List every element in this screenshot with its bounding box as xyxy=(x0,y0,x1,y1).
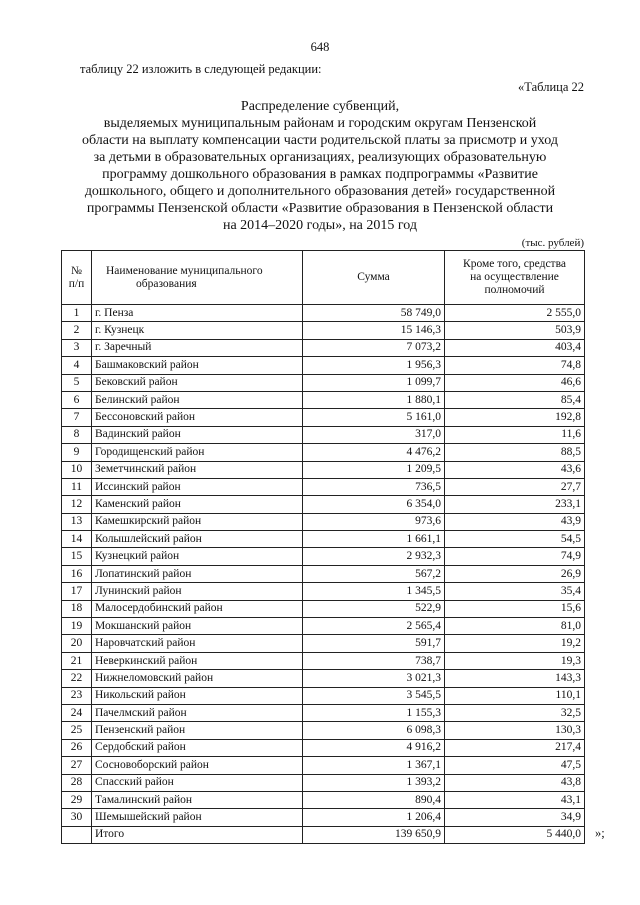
row-extra: 32,5 xyxy=(445,704,585,721)
row-sum: 2 565,4 xyxy=(303,618,445,635)
table-row xyxy=(62,791,585,808)
row-number: 24 xyxy=(62,704,92,721)
row-number: 19 xyxy=(62,618,92,635)
row-extra: 233,1 xyxy=(445,496,585,513)
table-row xyxy=(62,322,585,339)
row-number: 10 xyxy=(62,461,92,478)
row-sum: 1 880,1 xyxy=(303,391,445,408)
row-number: 30 xyxy=(62,809,92,826)
header-number-line: № xyxy=(71,264,82,277)
row-number: 12 xyxy=(62,496,92,513)
row-name: Вадинский район xyxy=(92,426,303,443)
row-sum: 2 932,3 xyxy=(303,548,445,565)
table-row xyxy=(62,739,585,756)
header-extra-line: на осуществление xyxy=(470,271,559,283)
table-row xyxy=(62,618,585,635)
title-line: программу дошкольного образования в рамках подпрограммы «Развитие xyxy=(102,167,538,182)
row-number: 8 xyxy=(62,426,92,443)
total-extra: 5 440,0 xyxy=(445,826,585,843)
row-extra: 11,6 xyxy=(445,426,585,443)
row-sum: 522,9 xyxy=(303,600,445,617)
table-row xyxy=(62,444,585,461)
row-name: Шемышейский район xyxy=(92,809,303,826)
row-sum: 3 021,3 xyxy=(303,670,445,687)
row-number: 23 xyxy=(62,687,92,704)
row-extra: 403,4 xyxy=(445,339,585,356)
row-name: Нижнеломовский район xyxy=(92,670,303,687)
row-sum: 15 146,3 xyxy=(303,322,445,339)
row-name: Башмаковский район xyxy=(92,357,303,374)
table-row xyxy=(62,548,585,565)
row-sum: 58 749,0 xyxy=(303,305,445,322)
row-number: 25 xyxy=(62,722,92,739)
row-name: Малосердобинский район xyxy=(92,600,303,617)
row-extra: 81,0 xyxy=(445,618,585,635)
row-extra: 130,3 xyxy=(445,722,585,739)
table-row xyxy=(62,374,585,391)
row-sum: 1 367,1 xyxy=(303,757,445,774)
table-row xyxy=(62,531,585,548)
row-extra: 35,4 xyxy=(445,583,585,600)
row-sum: 890,4 xyxy=(303,791,445,808)
intro-text: таблицу 22 изложить в следующей редакции: xyxy=(80,62,322,76)
row-number: 4 xyxy=(62,357,92,374)
row-number: 2 xyxy=(62,322,92,339)
row-sum: 1 155,3 xyxy=(303,704,445,721)
row-sum: 5 161,0 xyxy=(303,409,445,426)
closing-mark: »; xyxy=(595,826,605,840)
row-extra: 74,9 xyxy=(445,548,585,565)
row-number: 17 xyxy=(62,583,92,600)
row-extra: 88,5 xyxy=(445,444,585,461)
row-extra: 143,3 xyxy=(445,670,585,687)
row-extra: 43,1 xyxy=(445,791,585,808)
row-name: Наровчатский район xyxy=(92,635,303,652)
row-name: Каменский район xyxy=(92,496,303,513)
row-name: Колышлейский район xyxy=(92,531,303,548)
title-line: дошкольного, общего и дополнительного образования детей» государственной xyxy=(84,184,556,199)
row-number: 26 xyxy=(62,739,92,756)
row-sum: 567,2 xyxy=(303,565,445,582)
header-number-line: п/п xyxy=(68,277,85,290)
table-row xyxy=(62,600,585,617)
row-name: Бессоновский район xyxy=(92,409,303,426)
row-extra: 47,5 xyxy=(445,757,585,774)
row-name: Камешкирский район xyxy=(92,513,303,530)
row-number: 20 xyxy=(62,635,92,652)
table-row xyxy=(62,478,585,495)
table-header-row xyxy=(62,251,585,305)
table-label: «Таблица 22 xyxy=(518,80,584,94)
row-extra: 19,3 xyxy=(445,652,585,669)
row-extra: 46,6 xyxy=(445,374,585,391)
title-line: области на выплату компенсации части родительской платы за присмотр и уход xyxy=(82,133,558,148)
document-title xyxy=(48,98,592,234)
row-sum: 973,6 xyxy=(303,513,445,530)
unit-note: (тыс. рублей) xyxy=(521,237,584,249)
header-name-line: Наименование муниципального xyxy=(106,264,263,277)
table-row xyxy=(62,583,585,600)
table-row xyxy=(62,357,585,374)
row-sum: 6 354,0 xyxy=(303,496,445,513)
row-extra: 34,9 xyxy=(445,809,585,826)
row-number: 6 xyxy=(62,391,92,408)
row-name: Тамалинский район xyxy=(92,791,303,808)
row-sum: 3 545,5 xyxy=(303,687,445,704)
table-row xyxy=(62,704,585,721)
row-number: 15 xyxy=(62,548,92,565)
row-sum: 7 073,2 xyxy=(303,339,445,356)
row-number: 5 xyxy=(62,374,92,391)
row-name: Пачелмский район xyxy=(92,704,303,721)
header-sum: Сумма xyxy=(303,251,445,305)
row-extra: 503,9 xyxy=(445,322,585,339)
row-name: Земетчинский район xyxy=(92,461,303,478)
title-line: программы Пензенской области «Развитие образования в Пензенской области xyxy=(86,201,554,216)
total-label: Итого xyxy=(92,826,303,843)
row-name: Спасский район xyxy=(92,774,303,791)
table-row xyxy=(62,809,585,826)
table-row xyxy=(62,774,585,791)
row-name: Сосновоборский район xyxy=(92,757,303,774)
table-row xyxy=(62,652,585,669)
page-number: 648 xyxy=(310,40,330,54)
total-row xyxy=(62,826,585,843)
row-sum: 736,5 xyxy=(303,478,445,495)
table-row xyxy=(62,722,585,739)
header-extra-line: полномочий xyxy=(484,284,545,296)
row-extra: 43,8 xyxy=(445,774,585,791)
row-extra: 85,4 xyxy=(445,391,585,408)
table-row xyxy=(62,513,585,530)
row-number: 28 xyxy=(62,774,92,791)
row-name: Бековский район xyxy=(92,374,303,391)
row-extra: 2 555,0 xyxy=(445,305,585,322)
row-number: 14 xyxy=(62,531,92,548)
row-number: 1 xyxy=(62,305,92,322)
row-name: Лунинский район xyxy=(92,583,303,600)
row-number: 3 xyxy=(62,339,92,356)
header-number xyxy=(62,251,92,305)
row-extra: 74,8 xyxy=(445,357,585,374)
title-line: на 2014–2020 годы», на 2015 год xyxy=(222,218,418,233)
header-extra-line: Кроме того, средства xyxy=(463,258,566,270)
row-extra: 43,6 xyxy=(445,461,585,478)
row-name: Иссинский район xyxy=(92,478,303,495)
row-number: 29 xyxy=(62,791,92,808)
row-number: 7 xyxy=(62,409,92,426)
row-extra: 15,6 xyxy=(445,600,585,617)
row-name: Пензенский район xyxy=(92,722,303,739)
table-row xyxy=(62,409,585,426)
title-line: выделяемых муниципальным районам и городским округам Пензенской xyxy=(103,116,537,131)
row-sum: 1 209,5 xyxy=(303,461,445,478)
row-extra: 54,5 xyxy=(445,531,585,548)
row-name: Кузнецкий район xyxy=(92,548,303,565)
table-row xyxy=(62,461,585,478)
table-row xyxy=(62,391,585,408)
total-number xyxy=(62,826,92,843)
row-sum: 1 393,2 xyxy=(303,774,445,791)
row-number: 13 xyxy=(62,513,92,530)
row-sum: 1 956,3 xyxy=(303,357,445,374)
row-name: Белинский район xyxy=(92,391,303,408)
row-number: 18 xyxy=(62,600,92,617)
title-line: Распределение субвенций, xyxy=(240,99,400,114)
row-sum: 1 206,4 xyxy=(303,809,445,826)
title-line: за детьми в образовательных организациях, реализующих образовательную xyxy=(93,150,547,165)
row-sum: 4 916,2 xyxy=(303,739,445,756)
row-name: Неверкинский район xyxy=(92,652,303,669)
row-sum: 4 476,2 xyxy=(303,444,445,461)
table-row xyxy=(62,496,585,513)
row-name: Лопатинский район xyxy=(92,565,303,582)
table-row xyxy=(62,426,585,443)
table-row xyxy=(62,305,585,322)
row-name: Мокшанский район xyxy=(92,618,303,635)
row-number: 21 xyxy=(62,652,92,669)
row-name: г. Пенза xyxy=(92,305,303,322)
subsidy-table xyxy=(61,250,585,844)
row-extra: 19,2 xyxy=(445,635,585,652)
row-extra: 43,9 xyxy=(445,513,585,530)
header-name xyxy=(92,251,303,305)
row-name: Никольский район xyxy=(92,687,303,704)
row-number: 16 xyxy=(62,565,92,582)
total-sum: 139 650,9 xyxy=(303,826,445,843)
row-number: 27 xyxy=(62,757,92,774)
header-name-line: образования xyxy=(136,277,197,290)
row-sum: 317,0 xyxy=(303,426,445,443)
row-sum: 591,7 xyxy=(303,635,445,652)
row-number: 22 xyxy=(62,670,92,687)
header-extra xyxy=(445,251,585,305)
table-row xyxy=(62,635,585,652)
row-name: Городищенский район xyxy=(92,444,303,461)
row-name: Сердобский район xyxy=(92,739,303,756)
row-name: г. Кузнецк xyxy=(92,322,303,339)
row-sum: 738,7 xyxy=(303,652,445,669)
row-number: 9 xyxy=(62,444,92,461)
row-extra: 27,7 xyxy=(445,478,585,495)
table-row xyxy=(62,687,585,704)
row-extra: 217,4 xyxy=(445,739,585,756)
row-extra: 26,9 xyxy=(445,565,585,582)
row-sum: 1 345,5 xyxy=(303,583,445,600)
row-extra: 192,8 xyxy=(445,409,585,426)
table-row xyxy=(62,339,585,356)
row-name: г. Заречный xyxy=(92,339,303,356)
table-row xyxy=(62,670,585,687)
row-sum: 1 661,1 xyxy=(303,531,445,548)
row-extra: 110,1 xyxy=(445,687,585,704)
table-row xyxy=(62,757,585,774)
row-number: 11 xyxy=(62,478,92,495)
table-row xyxy=(62,565,585,582)
row-sum: 1 099,7 xyxy=(303,374,445,391)
row-sum: 6 098,3 xyxy=(303,722,445,739)
